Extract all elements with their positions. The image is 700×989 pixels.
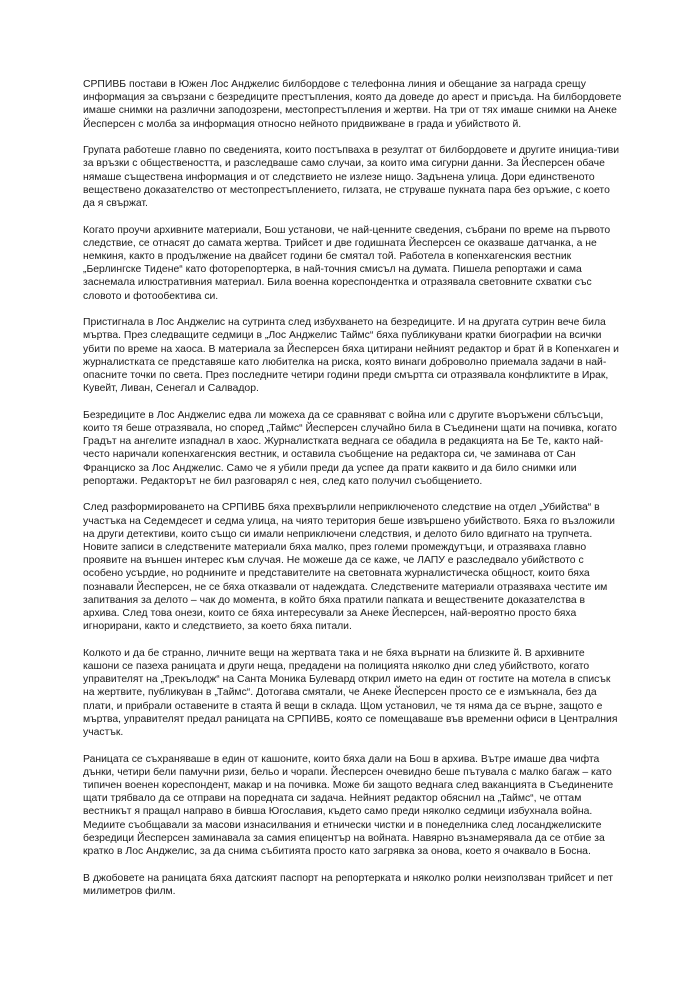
paragraph-2: Групата работеше главно по сведенията, които постъпваха в резултат от билбордовете и другите инициа-тиви за връзки с обществеността, и разследваше само случаи, за които има сигурни данни. За Йесперсен обаче нямаше съществена информация и от следствието не излезе нищо. Задънена улица. Дори единственото веществено доказателство от местопрестъплението, гилзата, не струваше пукната пара без оръжие, с което да я свържат. [83,145,620,210]
paragraph-7: Колкото и да бе странно, личните вещи на жертвата така и не бяха върнати на близките й. В архивните кашони се пазеха раницата и други неща, предадени на полицията няколко дни след убийството, когато управителят на „Трекълодж“ на Санта Моника Булевард открил името на един от гостите на мотела в списък на жертвите, публикуван в „Таймс“. Дотогава смятали, че Анеке Йесперсен просто се е измъкнала, без да плати, и прибрали оставените в стаята й вещи в склада. Щом установил, че тя няма да се върне, защото е мъртва, управителят предал раницата на СРПИВБ, която се помещаваше във временни офиси в Централния участък. [83,647,618,739]
paragraph-5: Безредиците в Лос Анджелис едва ли можеха да се сравняват с война или с другите въоръжени сблъсъци, които тя беше отразявала, но според „Таймс“ Йесперсен случайно била в Съединени щати на почивка, когато Градът на ангелите изпаднал в хаос. Журналистката веднага се обадила в редакцията на Бе Те, както най-често наричали копенхагенския вестник, и оставила съобщение на редактора си, че заминава от Сан Франциско за Лос Анджелис. Само че я убили преди да успее да прати каквито и да било снимки или репортажи. Редакторът не бил разговарял с нея, след като получил съобщението. [83,409,617,487]
paragraph-1: СРПИВБ постави в Южен Лос Анджелис билбордове с телефонна линия и обещание за награда срещу информация за свързани с безредиците престъпления, която да доведе до арест и присъда. На билбордовете имаше снимки на различни заподозрени, местопрестъпления и жертви. На три от тях имаше снимки на Анеке Йесперсен с молба за информация относно нейното придвижване в града и убийството й. [83,79,622,130]
paragraph-3: Когато проучи архивните материали, Бош установи, че най-ценните сведения, събрани по време на първото следствие, се отнасят до самата жертва. Трийсет и две годишната Йесперсен се оказваше датчанка, а не немкиня, както в продължение на двайсет години бе смятал той. Работела в копенхагенския вестник „Берлингске Тидене“ като фоторепортерка, в най-точния смисъл на думата. Пишела репортажи и сама заснемала илюстративния материал. Била военна кореспондентка и отразявала световните схватки със словото и фотообектива си. [83,224,611,302]
paragraph-4: Пристигнала в Лос Анджелис на сутринта след избухването на безредиците. И на другата сутрин вече била мъртва. През следващите седмици в „Лос Анджелис Таймс“ бяха публикувани кратки биографии на всички убити по време на хаоса. В материала за Йесперсен бяха цитирани нейният редактор и брат й в Копенхаген и журналистката се представяше като любителка на риска, която винаги доброволно приемала задачи в най-опасните точки по света. През последните четири години преди смъртта си отразявала конфликтите в Ирак, Кувейт, Ливан, Сенегал и Салвадор. [83,317,619,395]
paragraph-8: Раницата се съхраняваше в един от кашоните, които бяха дали на Бош в архива. Вътре имаше два чифта дънки, четири бели памучни ризи, бельо и чорапи. Йесперсен очевидно беше пътувала с малко багаж – като типичен военен кореспондент, макар и на почивка. Може би защото веднага след ваканцията в Съединените щати трябвало да се отправи на поредната си задача. Нейният редактор обяснил на „Таймс“, че оттам вестникът я пращал направо в бивша Югославия, където само преди няколко седмици избухнала война. Медиите съобщавали за масови изнасилвания и етнически чистки и в понеделника след лосанджелиските безредици Йесперсен заминавала за самия епицентър на войната. Навярно възнамерявала да се отбие за кратко в Лос Анджелис, за да снима събитията просто като загрявка за онова, което я очаквало в Босна. [83,753,614,858]
paragraph-9: В джобовете на раницата бяха датският паспорт на репортерката и няколко ролки неизползван трийсет и пет милиметров филм. [83,872,614,897]
document-body [83,78,623,911]
paragraph-6: След разформироването на СРПИВБ бяха прехвърлили неприключеното следствие на отдел „Убийства“ в участъка на Седемдесет и седма улица, на чиято територия беше извършено убийството. Бяха го възложили на други детективи, които също си имали неприключени следствия, и делото било вдигнато на трупчета. Новите записи в следствените материали бяха малко, през големи промеждутъци, и отразяваха главно проявите на външен интерес към случая. Не можеше да се каже, че ЛАПУ е разследвало убийството с особено усърдие, но роднините и представителите на световната журналистическа общност, които бяха познавали Йесперсен, не се бяха отказвали от надеждата. Следствените материали отразяваха честите им запитвания за делото – чак до момента, в който бяха пратили папката и веществените доказателства в архива. След това онези, които се бяха интересували за Анеке Йесперсен, най-вероятно просто бяха игнорирани, както и следствието, за което бяха питали. [83,502,615,633]
